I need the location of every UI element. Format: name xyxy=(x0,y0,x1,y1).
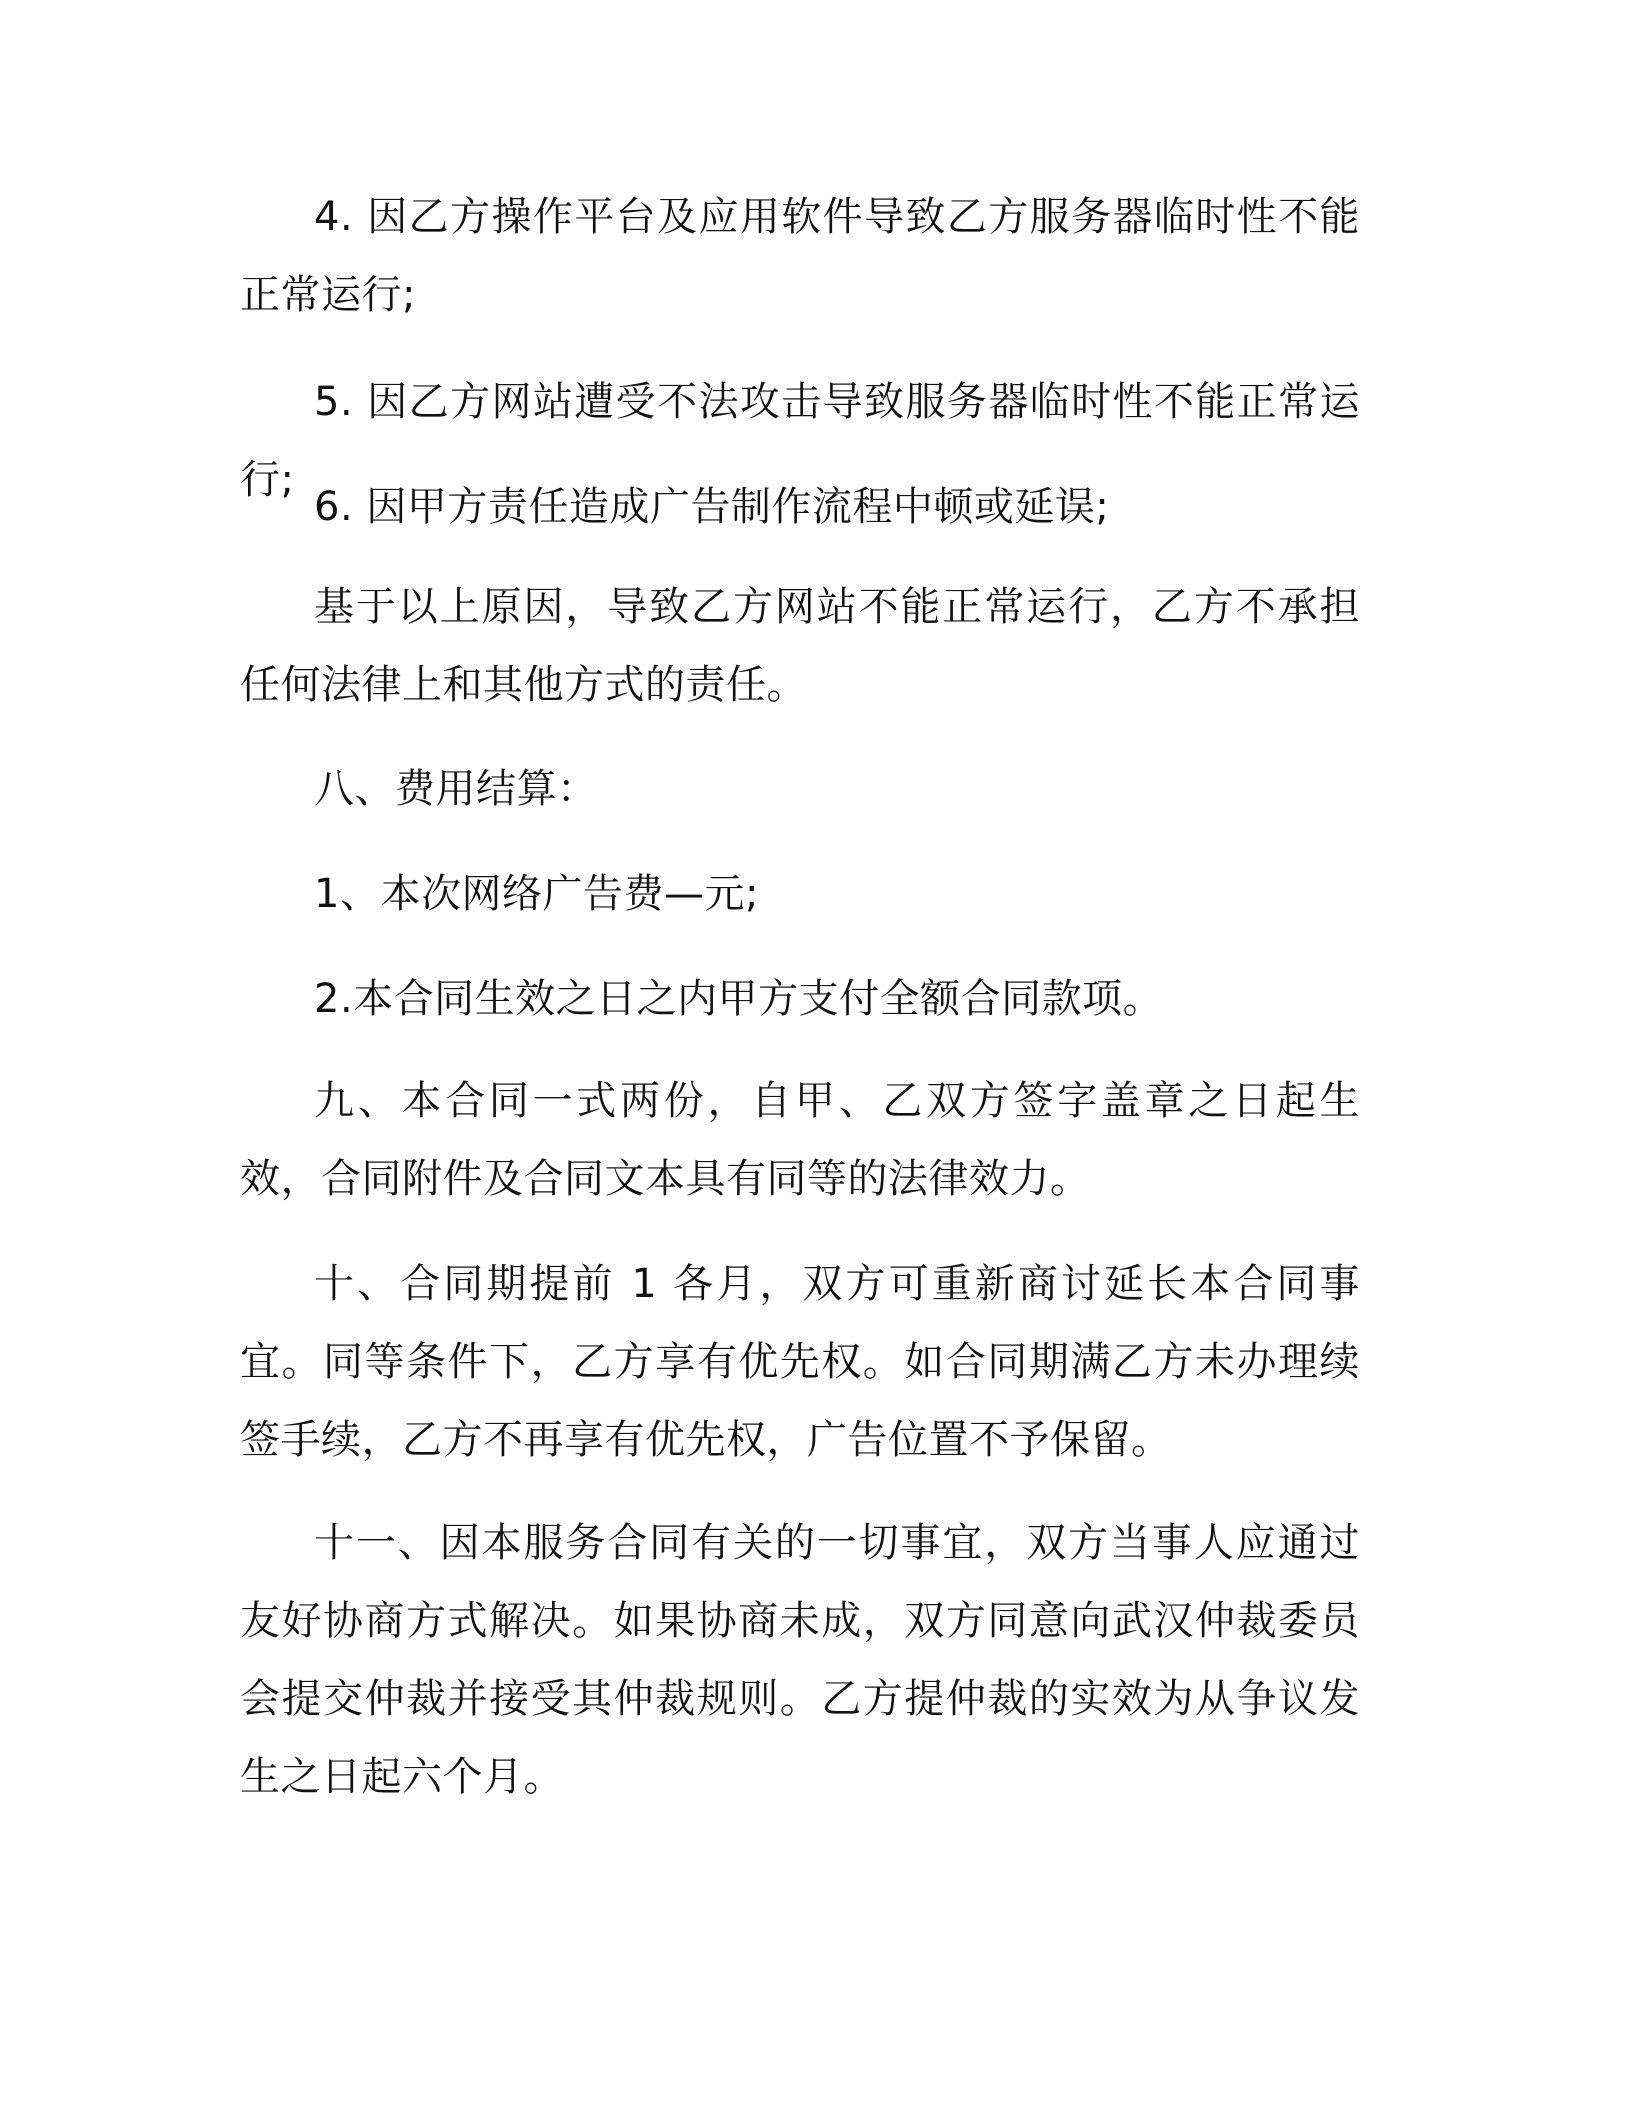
section-11-paragraph: 十一、因本服务合同有关的一切事宜，双方当事人应通过友好协商方式解决。如果协商未成，双方同意向武汉仲裁委员会提交仲裁并接受其仲裁规则。乙方提仲裁的实效为从争议发生之日起六个月。 xyxy=(240,1520,1360,1800)
clause-4-server-software: 4. 因乙方操作平台及应用软件导致乙方服务器临时性不能正常运行; xyxy=(240,194,1360,318)
section-10-paragraph: 十、合同期提前 1 各月，双方可重新商讨延长本合同事宜。同等条件下，乙方享有优先权。如合同期满乙方未办理续签手续，乙方不再享有优先权，广告位置不予保留。 xyxy=(240,1261,1360,1463)
clause-6-party-a-delay: 6. 因甲方责任造成广告制作流程中顿或延误; xyxy=(314,484,1110,530)
fee-item-1: 1、本次网络广告费—元; xyxy=(314,871,759,917)
clause-5-attack: 5. 因乙方网站遭受不法攻击导致服务器临时性不能正常运行; xyxy=(240,379,1360,503)
fee-item-2: 2.本合同生效之日之内甲方支付全额合同款项。 xyxy=(314,976,1164,1022)
section-9-paragraph: 九、本合同一式两份，自甲、乙双方签字盖章之日起生效，合同附件及合同文本具有同等的法律效力。 xyxy=(240,1078,1360,1202)
liability-exemption-paragraph: 基于以上原因，导致乙方网站不能正常运行，乙方不承担任何法律上和其他方式的责任。 xyxy=(240,584,1360,708)
section-8-heading: 八、费用结算： xyxy=(314,766,598,812)
